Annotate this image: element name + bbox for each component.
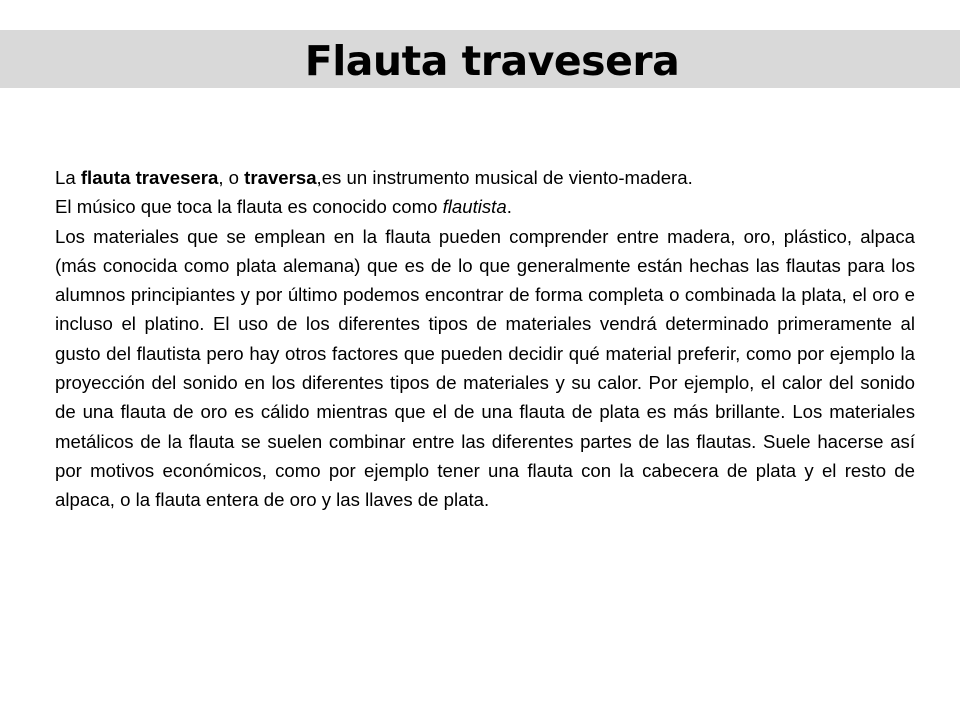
intro-text-3: ,es un instrumento musical de viento-madera. <box>316 167 693 188</box>
term-flautista: flautista <box>442 196 507 218</box>
intro-text-5: . <box>506 196 512 218</box>
slide-title: Flauta travesera <box>304 37 680 85</box>
term-traversa: traversa <box>244 167 317 188</box>
intro-text-4: El músico que toca la flauta es conocido como <box>55 196 443 218</box>
body-paragraph: Los materiales que se emplean en la flauta pueden comprender entre madera, oro, plástico, alpaca (más conocida como plata alemana) que es de lo que generalmente están hechas las flautas para los alumnos principiantes y por último podemos encontrar de forma completa o combinada la plata, el oro e incluso el platino. El uso de los diferentes tipos de materiales vendrá determinado primeramente al gusto del flautista pero hay otros factores que pueden decidir qué material preferir, como por ejemplo la proyección del sonido en los diferentes tipos de materiales y su calor. Por ejemplo, el calor del sonido de una flauta de oro es cálido mientras que el de una flauta de plata es más brillante. Los materiales metálicos de la flauta se suelen combinar entre las diferentes partes de las flautas. Suele hacerse así por motivos económicos, como por ejemplo tener una flauta con la cabecera de plata y el resto de alpaca, o la flauta entera de oro y las llaves de plata. <box>55 225 915 511</box>
slide-content <box>55 163 915 515</box>
intro-text-1: La <box>55 167 81 188</box>
term-flauta-travesera: flauta travesera <box>80 167 219 188</box>
intro-text-2: , o <box>218 167 245 188</box>
intro-line-2 <box>55 196 512 217</box>
intro-line-1 <box>55 167 693 188</box>
intro-paragraph <box>55 163 915 222</box>
title-bar <box>0 30 960 88</box>
